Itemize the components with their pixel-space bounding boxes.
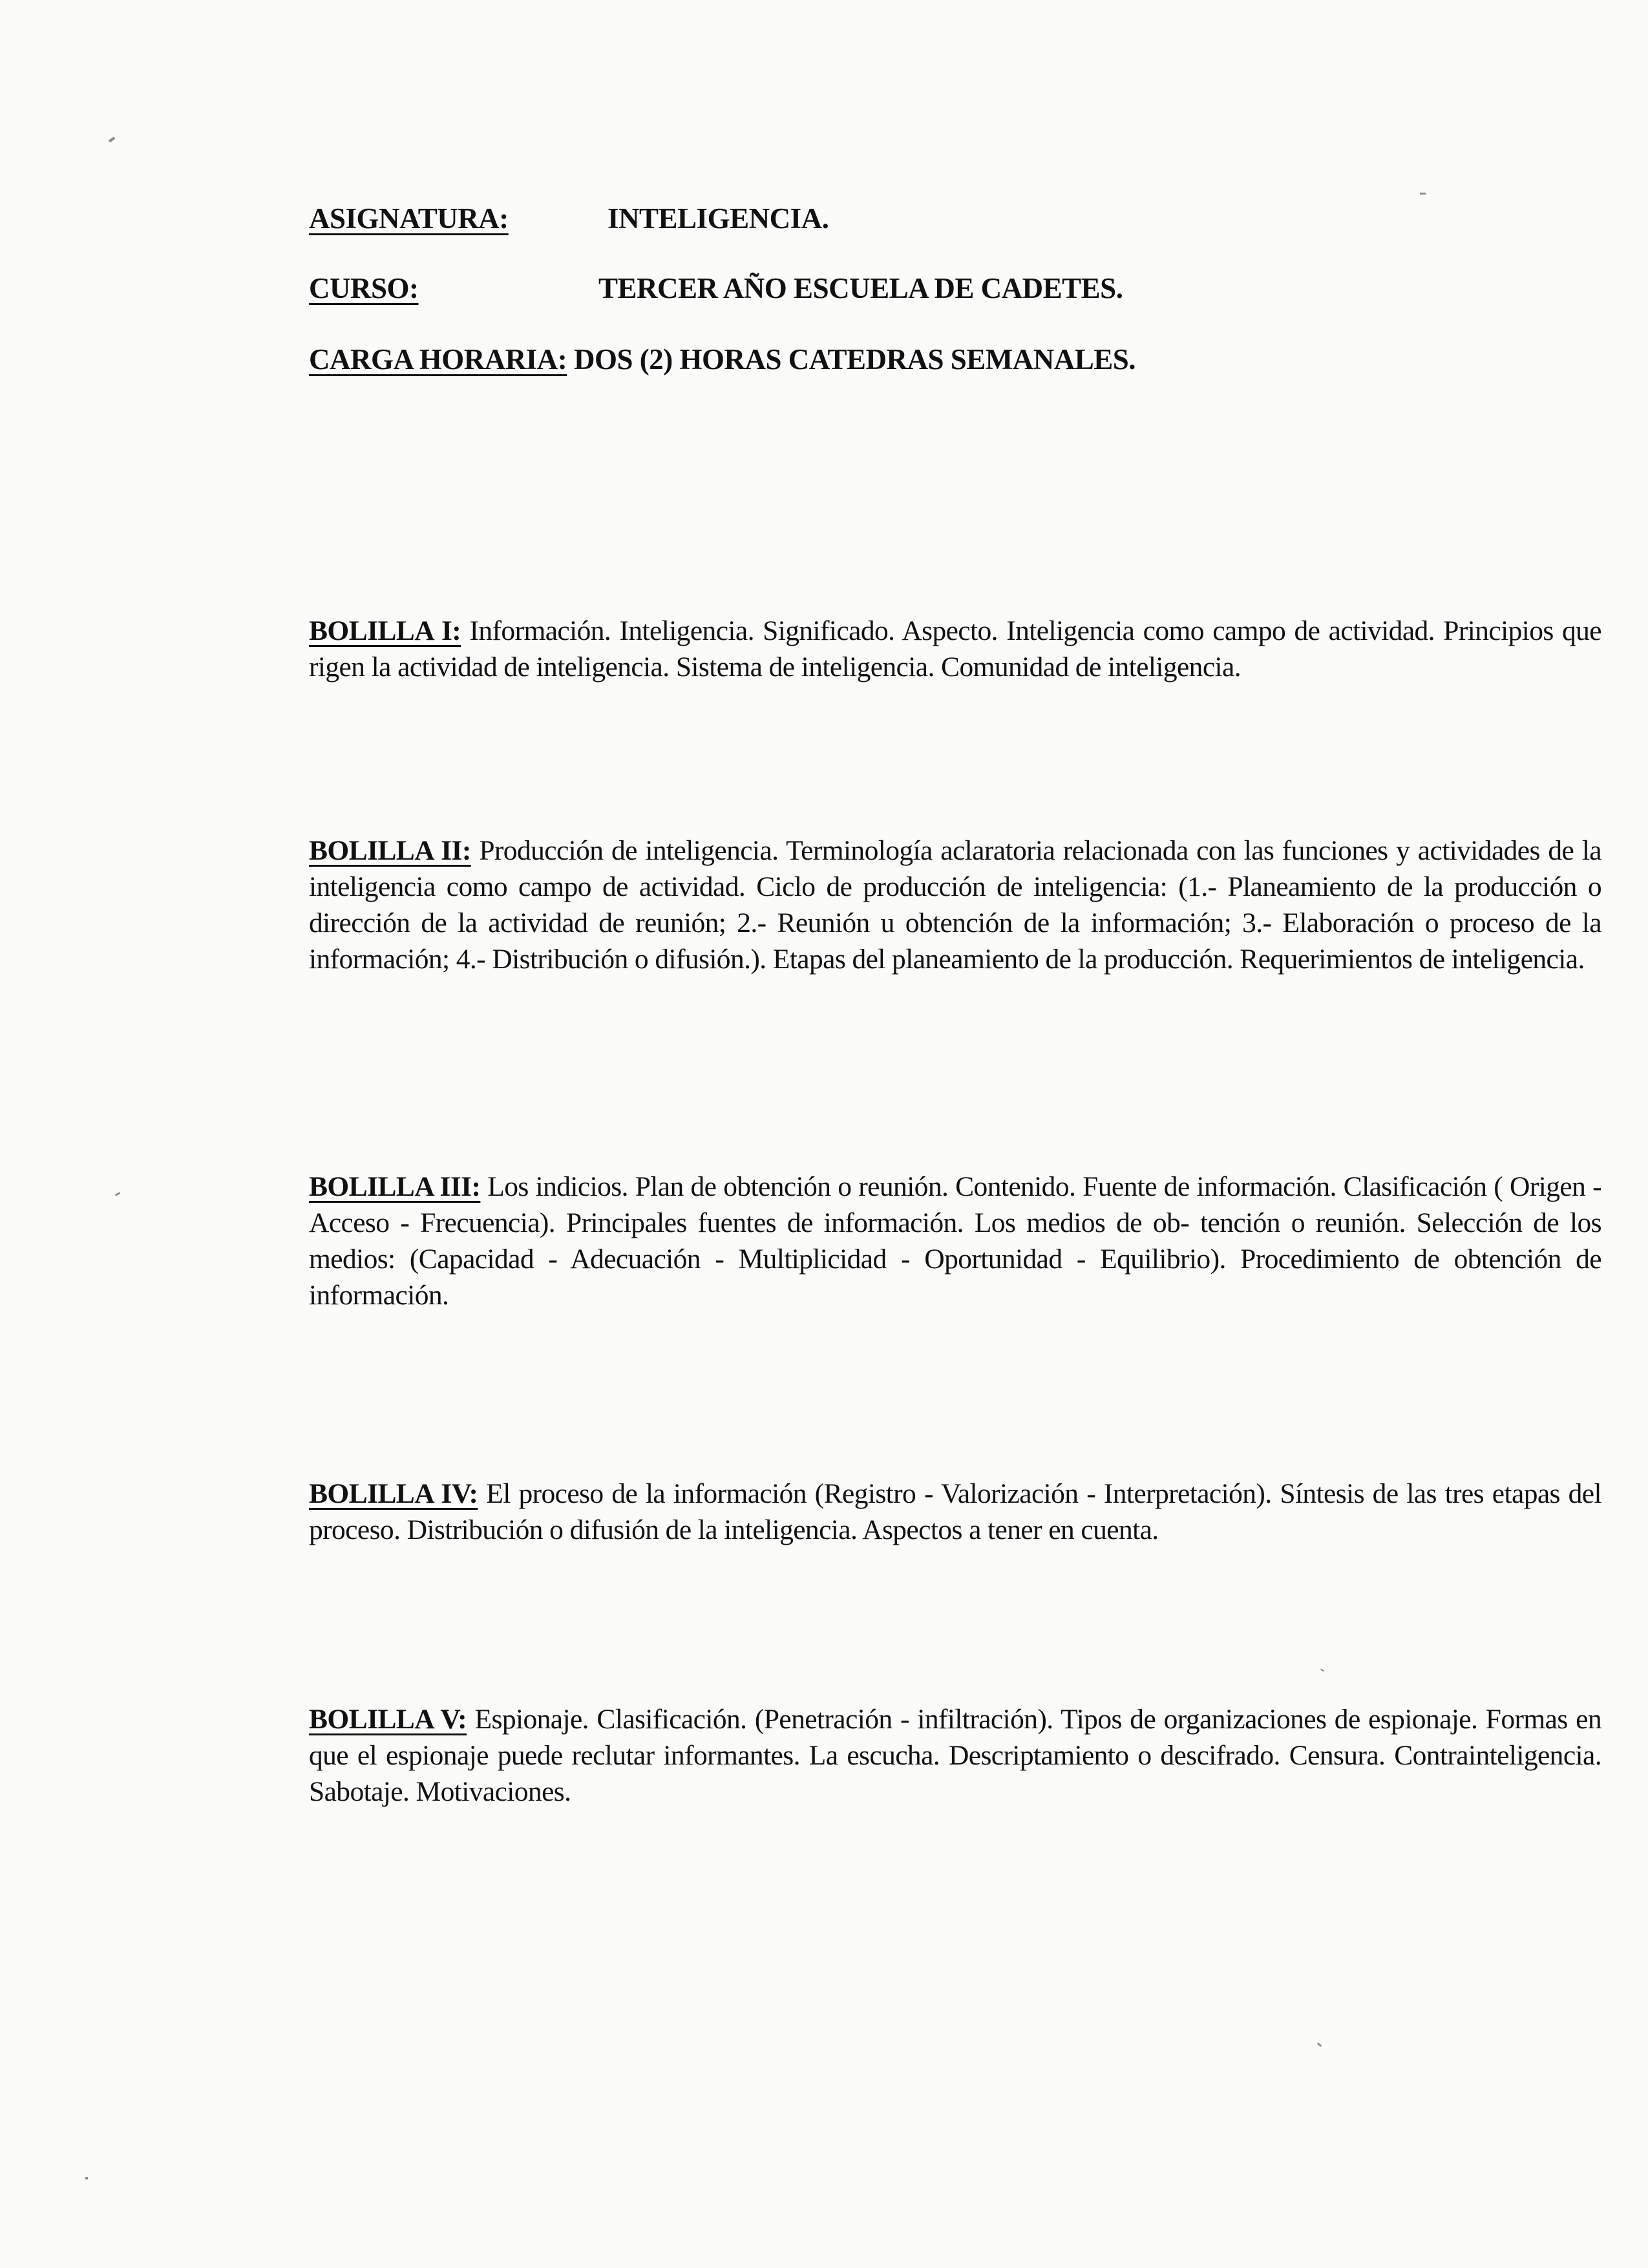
scan-speck (109, 136, 115, 142)
section-text: Información. Inteligencia. Significado. Aspecto. Inteligencia como campo de actividad. Principios que rigen la actividad de inteligencia. Sistema de inteligencia. Comunidad de inteligencia. (309, 615, 1602, 683)
section-label: BOLILLA III: (309, 1171, 481, 1202)
hours-label: CARGA HORARIA: (309, 343, 567, 376)
subject-row (309, 202, 829, 235)
section-label: BOLILLA IV: (309, 1478, 478, 1509)
hours-value: DOS (2) HORAS CATEDRAS SEMANALES. (574, 343, 1136, 376)
section-label: BOLILLA II: (309, 835, 471, 866)
section-label: BOLILLA I: (309, 615, 461, 646)
scan-speck (1320, 1669, 1324, 1672)
scan-speck (1420, 193, 1426, 195)
section-label: BOLILLA V: (309, 1704, 467, 1735)
section-text: Espionaje. Clasificación. (Penetración - infiltración). Tipos de organizaciones de espionaje. Formas en que el espionaje puede reclutar informantes. La escucha. Descriptamiento o descifrado. Censura. Contrainteligencia. Sabotaje. Motivaciones. (309, 1704, 1601, 1807)
section-bolilla-3 (309, 1169, 1601, 1313)
section-text: El proceso de la información (Registro - Valorización - Interpretación). Síntesis de las tres etapas del proceso. Distribución o difusión de la inteligencia. Aspectos a tener en cuenta. (309, 1478, 1601, 1545)
section-text: Producción de inteligencia. Terminología aclaratoria relacionada con las funciones y actividades de la inteligencia como campo de actividad. Ciclo de producción de inteligencia: (1.- Planeamiento de la producción o dirección de la actividad de reunión; 2.- Reunión u obtención de la información; 3.- Elaboración o proceso de la información; 4.- Distribución o difusión.). Etapas del planeamiento de la producción. Requerimientos de inteligencia. (309, 835, 1602, 975)
subject-label: ASIGNATURA: (309, 202, 509, 235)
section-bolilla-4 (309, 1476, 1601, 1548)
scan-speck (1317, 2042, 1322, 2047)
section-bolilla-2 (309, 832, 1601, 977)
course-row (309, 271, 1123, 305)
section-bolilla-5 (309, 1701, 1601, 1810)
subject-value: INTELIGENCIA. (607, 202, 829, 235)
hours-row (309, 343, 1136, 376)
scan-speck (85, 2177, 88, 2179)
course-value: TERCER AÑO ESCUELA DE CADETES. (598, 272, 1123, 304)
section-bolilla-1 (309, 613, 1601, 685)
scan-speck (115, 1192, 120, 1196)
course-label: CURSO: (309, 272, 419, 304)
section-text: Los indicios. Plan de obtención o reunión. Contenido. Fuente de información. Clasificación ( Origen - Acceso - Frecuencia). Principales fuentes de información. Los medios de ob- tención o reunión. Selección de los medios: (Capacidad - Adecuación - Multiplicidad - Oportunidad - Equilibrio). Procedimiento de obtención de información. (309, 1171, 1601, 1311)
